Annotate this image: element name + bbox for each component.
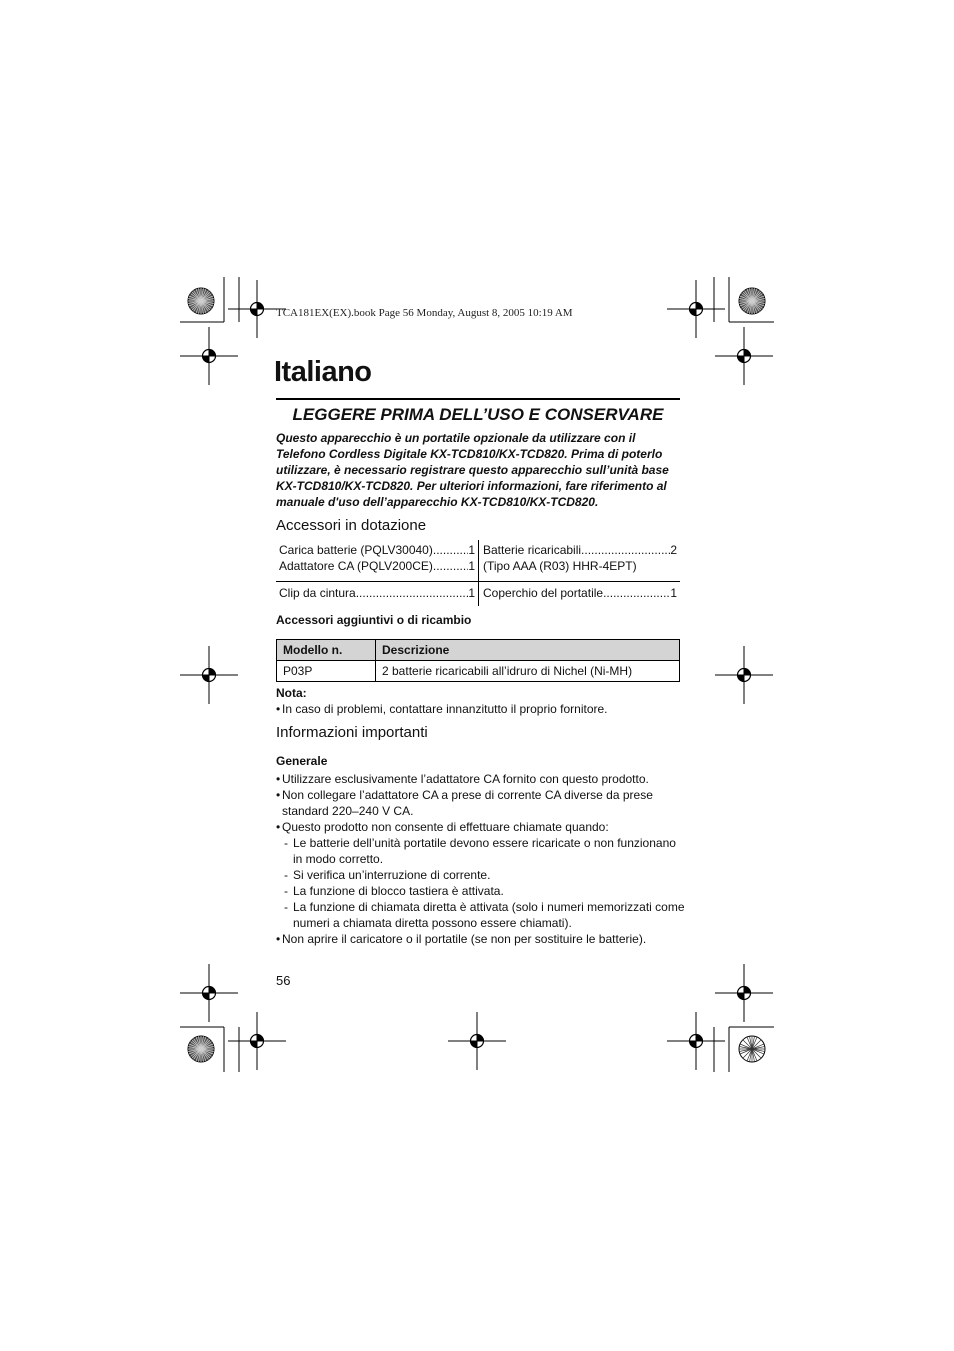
accessory-item — [279, 542, 475, 558]
color-bar-bl — [188, 1036, 214, 1062]
accessory-label: Batterie ricaricabili — [483, 543, 582, 557]
list-item: • Non aprire il caricatore o il portatile (se non per sostituire le batterie). — [276, 931, 686, 947]
accessory-qty: 2 — [670, 543, 677, 557]
dot-leader — [581, 542, 670, 558]
print-header: TCA181EX(EX).book Page 56 Monday, August 8, 2005 10:19 AM — [276, 307, 573, 319]
table-row — [277, 661, 680, 682]
accessory-label: Carica batterie (PQLV30040) — [279, 543, 433, 557]
optional-accessories-table — [276, 639, 680, 682]
dot-leader — [433, 542, 468, 558]
model-cell: P03P — [277, 661, 376, 682]
important-info-heading: Informazioni importanti — [276, 724, 428, 741]
dot-leader — [603, 585, 670, 601]
accessories-heading: Accessori in dotazione — [276, 517, 427, 534]
general-subheading: Generale — [276, 754, 328, 768]
column-header: Descrizione — [376, 640, 680, 661]
color-bar-tl — [188, 288, 214, 314]
optional-accessories-heading: Accessori aggiuntivi o di ricambio — [276, 613, 472, 627]
accessory-item — [279, 585, 475, 601]
accessory-label: Coperchio del portatile — [483, 586, 604, 600]
accessory-item — [483, 585, 677, 601]
accessories-cell — [478, 582, 680, 606]
description-cell: 2 batterie ricaricabili all’idruro di Nichel (Ni-MH) — [376, 661, 680, 682]
dot-leader — [433, 558, 468, 574]
page-number: 56 — [276, 973, 291, 988]
color-bar-br — [739, 1036, 765, 1062]
dot-leader — [356, 585, 469, 601]
sub-list-item: - Le batterie dell’unità portatile devono essere ricaricate o non funzionano in modo corretto. — [284, 835, 686, 867]
accessories-table — [276, 540, 680, 606]
list-item: • Non collegare l’adattatore CA a prese di corrente CA diverse da prese standard 220–240 V CA. — [276, 787, 686, 819]
accessory-qty: 1 — [468, 559, 475, 573]
list-item-text: Questo prodotto non consente di effettuare chiamate quando: — [282, 820, 609, 834]
general-list — [276, 771, 686, 947]
accessory-qty: 1 — [670, 586, 677, 600]
column-header: Modello n. — [277, 640, 376, 661]
accessory-note: (Tipo AAA (R03) HHR-4EPT) — [483, 559, 637, 573]
accessories-cell — [276, 582, 478, 606]
sub-list-item: - La funzione di blocco tastiera è attivata. — [284, 883, 686, 899]
page-title: Italiano — [274, 356, 372, 388]
accessory-label: Clip da cintura — [279, 586, 356, 600]
accessory-qty: 1 — [468, 586, 475, 600]
accessories-cell — [478, 540, 680, 581]
intro-paragraph: Questo apparecchio è un portatile opzionale da utilizzare con il Telefono Cordless Digitale KX-TCD810/KX-TCD820. Prima di poterlo utilizzare, è necessario registrare questo apparecchio sull’unità base KX-TCD810/KX-TCD820. Per ulteriori informazioni, fare riferimento al manuale d'uso dell’apparecchio KX-TCD810/KX-TCD820. — [276, 431, 669, 509]
color-bar-tr — [739, 288, 765, 314]
title-rule — [276, 398, 680, 400]
accessory-item — [483, 542, 677, 558]
sub-list-item: - La funzione di chiamata diretta è attivata (solo i numeri memorizzati come numeri a chiamata diretta possono essere chiamati). — [284, 899, 686, 931]
sub-list-item: - Si verifica un’interruzione di corrente. — [284, 867, 686, 883]
accessory-qty: 1 — [468, 543, 475, 557]
list-item — [276, 819, 686, 931]
accessory-item — [279, 558, 475, 574]
table-header-row — [277, 640, 680, 661]
list-item: • Utilizzare esclusivamente l’adattatore CA fornito con questo prodotto. — [276, 771, 686, 787]
note-list — [276, 701, 686, 717]
accessory-label: Adattatore CA (PQLV200CE) — [279, 559, 433, 573]
list-item: • In caso di problemi, contattare innanzitutto il proprio fornitore. — [276, 701, 686, 717]
sub-list — [282, 835, 686, 931]
notice-heading: LEGGERE PRIMA DELL’USO E CONSERVARE — [292, 405, 664, 424]
note-label: Nota: — [276, 686, 307, 700]
accessories-cell — [276, 540, 478, 581]
